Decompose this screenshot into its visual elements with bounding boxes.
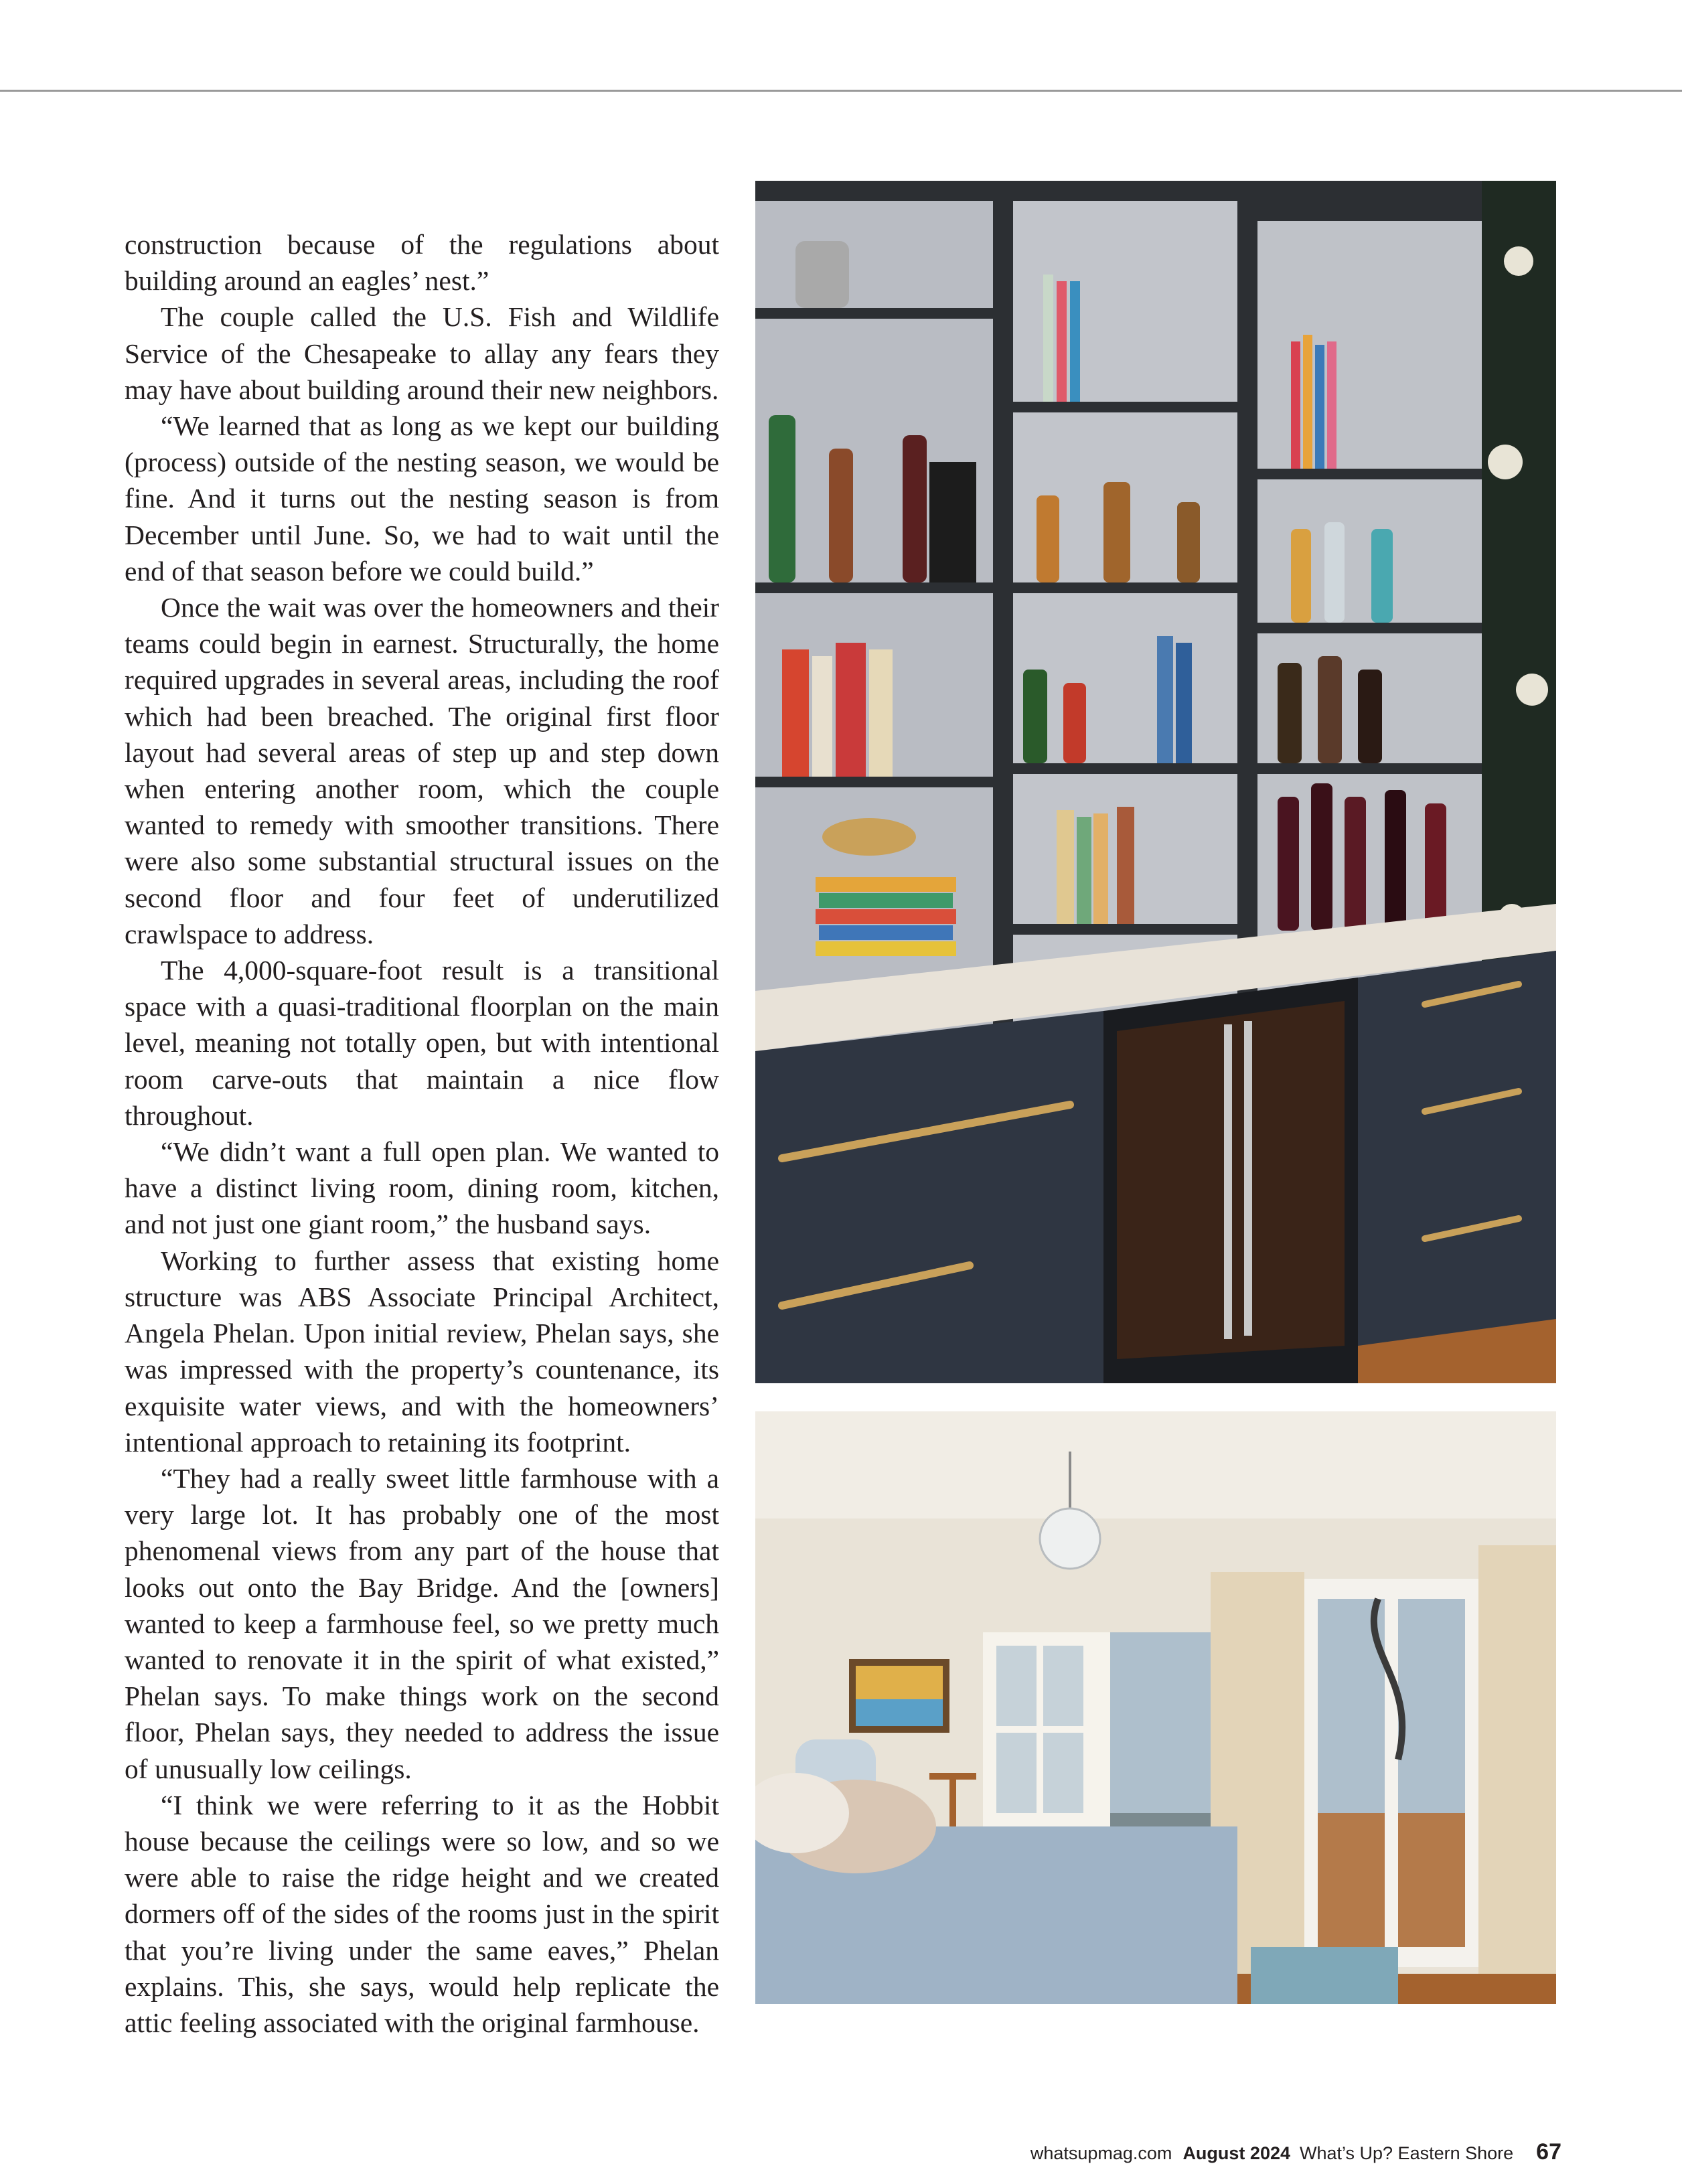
bar-shelving-illustration — [755, 181, 1556, 1383]
footer-date: August 2024 — [1182, 2143, 1290, 2163]
bedroom-illustration — [755, 1411, 1556, 2004]
article-column — [125, 226, 719, 2038]
article-paragraph-8: “They had a really sweet little farmhouse with a very large lot. It has probably one of the most phenomenal views from any part of the house that looks out onto the Bay Bridge. And the [owners] wanted to keep a farmhouse feel, so we pretty much wanted to renovate it in the spirit of what existed,” Phelan says. To make things work on the second floor, Phelan says, they needed to address the issue of unusually low ceilings. — [125, 1462, 719, 1784]
article-paragraph-3: “We learned that as long as we kept our building (process) outside of the nesting season, we would be fine. And it turns out the nesting season is from December until June. So, we had to wait until the end of that season before we could build.” — [125, 410, 719, 587]
article-paragraph-2: The couple called the U.S. Fish and Wildlife Service of the Chesapeake to allay any fears they may have about building around their new neighbors. — [125, 301, 719, 405]
article-paragraph-7: Working to further assess that existing home structure was ABS Associate Principal Architect, Angela Phelan. Upon initial review, Phelan says, she was impressed with the property’s countenance, its exquisite water views, and with the homeowners’ intentional approach to retaining its footprint. — [125, 1245, 719, 1458]
bar-shelving-photo — [755, 181, 1556, 1383]
page-footer — [1030, 2139, 1561, 2173]
article-paragraph-1: construction because of the regulations about building around an eagles’ nest.” — [125, 229, 719, 297]
page-number: 67 — [1536, 2139, 1561, 2165]
footer-magazine: What’s Up? Eastern Shore — [1300, 2143, 1514, 2163]
top-rule — [0, 90, 1682, 92]
footer-site: whatsupmag.com — [1030, 2143, 1172, 2163]
article-paragraph-5: The 4,000-square-foot result is a transitional space with a quasi-traditional floorplan on the main level, meaning not totally open, but with intentional room carve-outs that maintain a nice flow throughout. — [125, 955, 719, 1131]
article-paragraph-9: “I think we were referring to it as the Hobbit house because the ceilings were so low, and so we were able to raise the ridge height and we created dormers off of the sides of the rooms just in the spirit that you’re living under the same eaves,” Phelan explains. This, she says, would help replicate the attic feeling associated with the original farmhouse. — [125, 1789, 719, 2038]
bedroom-photo — [755, 1411, 1556, 2004]
article-paragraph-6: “We didn’t want a full open plan. We wanted to have a distinct living room, dining room, kitchen, and not just one giant room,” the husband says. — [125, 1136, 719, 1240]
article-paragraph-4: Once the wait was over the homeowners and their teams could begin in earnest. Structurally, the home required upgrades in several areas, including the roof which had been breached. The original first floor layout had several areas of step up and step down when entering another room, which the couple wanted to remedy with smoother transitions. There were also some substantial structural issues on the second floor and four feet of underutilized crawlspace to address. — [125, 592, 719, 949]
